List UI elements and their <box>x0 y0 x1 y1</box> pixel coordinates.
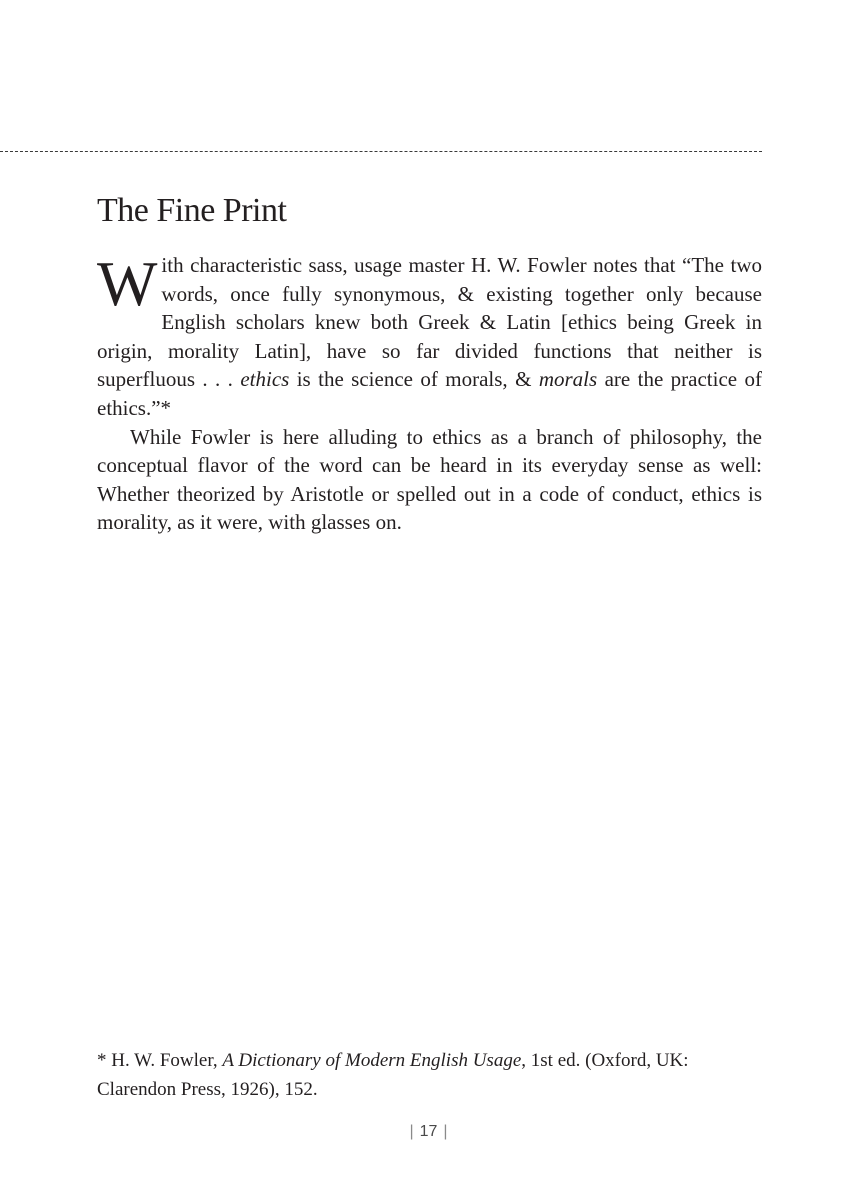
drop-cap: W <box>97 248 158 319</box>
page-number-left-bar: | <box>409 1123 414 1140</box>
italic-morals: morals <box>538 367 598 392</box>
paragraph-1-text-3: are the practice of ethics.”* <box>97 367 762 420</box>
footnote-citation: , 1st ed. (Oxford, UK: Clarendon Press, 1926), 152. <box>97 1050 689 1100</box>
page-number-value: 17 <box>419 1123 438 1140</box>
italic-ethics: ethics <box>240 367 290 392</box>
paragraph-2: While Fowler is here alluding to ethics as a branch of philosophy, the conceptual flavor of the word can be heard in its everyday sense as well: Whether theorized by Aristotle or spelled out in a code of conduct, ethics is morality, as it were, with glasses on. <box>97 424 762 535</box>
paragraph-1-text: ith characteristic sass, usage master H. W. Fowler notes that “The two words, once fully synonymous, & existing together only because English scholars knew both Greek & Latin [ethics being Greek in origin, morality Latin], have so far divided functions that neither is superfluous . . . <box>97 253 762 392</box>
body-text <box>97 248 762 537</box>
page-number <box>0 1121 857 1143</box>
footnote-book-title: A Dictionary of Modern English Usage <box>222 1050 522 1071</box>
section-title: The Fine Print <box>97 192 287 229</box>
paragraph-1-text-2: is the science of morals, & <box>289 367 539 392</box>
paragraph-1 <box>97 248 762 423</box>
footnote-author: * H. W. Fowler, <box>97 1050 223 1071</box>
dashed-divider <box>0 151 762 152</box>
page-number-right-bar: | <box>443 1123 448 1140</box>
footnote <box>97 1046 762 1104</box>
